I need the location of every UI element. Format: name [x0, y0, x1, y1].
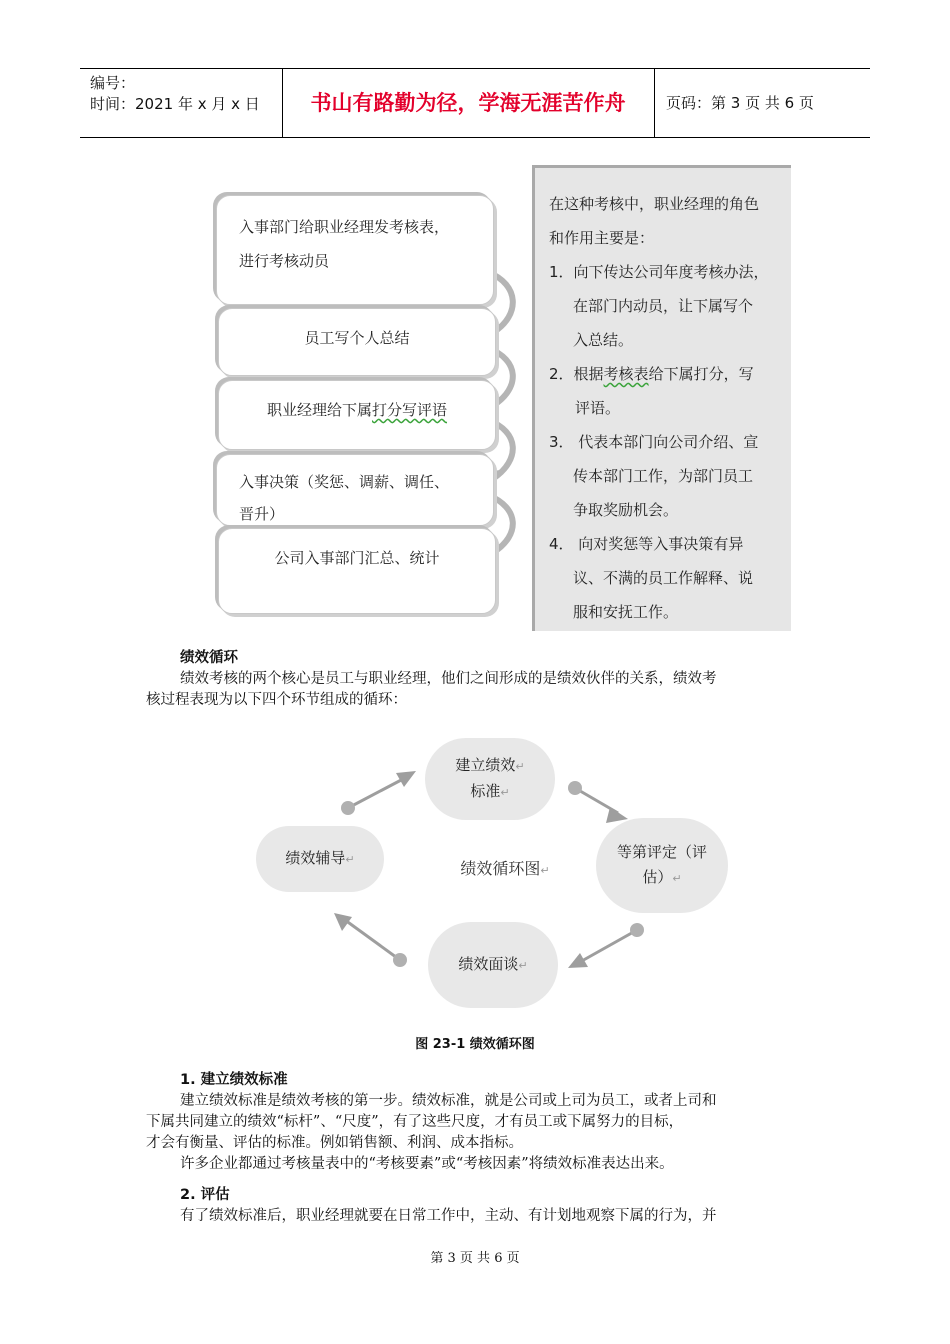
panel-item4-line3: 服和安抚工作。	[573, 603, 679, 621]
section-cycle-para-line2: 核过程表现为以下四个环节组成的循环：	[146, 692, 407, 708]
section-cycle-para-line1: 绩效考核的两个核心是员工与职业经理，他们之间形成的是绩效伙伴的关系，绩效考	[180, 671, 717, 687]
header-motto: 书山有路勤为径，学海无涯苦作舟	[310, 91, 626, 115]
flow-step-5	[218, 528, 496, 614]
panel-item3-line3: 争取奖励机会。	[573, 501, 679, 519]
section1-line4: 许多企业都通过考核量表中的“考核要素”或“考核因素”将绩效标准表达出来。	[180, 1156, 674, 1172]
cycle-node-coaching	[256, 826, 384, 892]
cycle-node-interview	[428, 922, 558, 1008]
panel-item2-line2: 评语。	[575, 399, 621, 417]
panel-item1-line1: 1．向下传达公司年度考核办法，	[549, 263, 769, 281]
section2-title: 2. 评估	[180, 1187, 230, 1203]
return-mark-icon: ↵	[518, 959, 528, 972]
cycle-node-rating	[596, 818, 728, 913]
panel-item3-line2: 传本部门工作，为部门员工	[573, 467, 754, 485]
panel-item2-underlined: 考核表	[603, 365, 649, 383]
header-date-label: 时间：2021 年 x 月 x 日	[90, 95, 260, 113]
cycle-node-standard-line1: 建立绩效	[455, 756, 516, 774]
header-page-info: 页码：第 3 页 共 6 页	[666, 94, 814, 112]
return-mark-icon: ↵	[515, 760, 525, 773]
cycle-arrow	[348, 778, 405, 808]
cycle-node-coaching-label: 绩效辅导	[285, 849, 346, 867]
panel-item4-line1: 4． 向对奖惩等入事决策有异	[549, 535, 744, 553]
flow-step-3-label	[219, 393, 495, 427]
cycle-center-label	[440, 856, 570, 879]
return-mark-icon: ↵	[500, 786, 510, 799]
panel-item2-line1	[549, 358, 783, 392]
flow-step-1-line2: 进行考核动员	[239, 252, 330, 270]
header-meta	[90, 73, 260, 115]
document-header	[80, 68, 870, 138]
page-footer: 第 3 页 共 6 页	[430, 1251, 520, 1266]
panel-item1-line2: 在部门内动员，让下属写个	[573, 297, 754, 315]
flow-step-4-line2: 晋升）	[239, 505, 285, 523]
cycle-arrow	[580, 930, 637, 962]
return-mark-icon: ↵	[540, 864, 550, 877]
return-mark-icon: ↵	[672, 872, 682, 885]
flow-step-4	[216, 454, 494, 526]
section2-line1: 有了绩效标准后，职业经理就要在日常工作中，主动、有计划地观察下属的行为，并	[180, 1208, 717, 1224]
panel-item2-pre: 2．根据	[549, 365, 604, 383]
panel-intro-line2: 和作用主要是：	[549, 229, 655, 247]
header-divider	[654, 69, 655, 137]
panel-item4-line2: 议、不满的员工作解释、说	[573, 569, 754, 587]
section1-line1: 建立绩效标准是绩效考核的第一步。绩效标准，就是公司或上司为员工，或者上司和	[180, 1093, 717, 1109]
section-cycle-title: 绩效循环	[180, 650, 238, 666]
cycle-arrow	[345, 920, 400, 960]
flow-step-5-label: 公司入事部门汇总、统计	[274, 549, 440, 567]
flow-step-4-line1: 入事决策（奖惩、调薪、调任、	[239, 473, 450, 491]
header-number-label: 编号：	[90, 74, 136, 92]
cycle-node-interview-label: 绩效面谈	[458, 955, 519, 973]
flow-step-2-label: 员工写个人总结	[304, 329, 410, 347]
return-mark-icon: ↵	[345, 853, 355, 866]
flow-step-2	[218, 308, 496, 376]
manager-role-panel	[532, 165, 791, 631]
section1-line2: 下属共同建立的绩效“标杆”、“尺度”，有了这些尺度，才有员工或下属努力的目标，	[146, 1114, 684, 1130]
figure-caption: 图 23-1 绩效循环图	[415, 1037, 535, 1052]
cycle-node-rating-line2: 估）	[642, 868, 673, 886]
panel-intro-line1: 在这种考核中，职业经理的角色	[549, 195, 760, 213]
section1-title: 1. 建立绩效标准	[180, 1072, 288, 1088]
cycle-node-rating-line1: 等第评定（评	[616, 843, 707, 861]
cycle-center-text: 绩效循环图	[460, 859, 541, 878]
cycle-node-standard	[425, 738, 555, 820]
panel-item1-line3: 入总结。	[573, 331, 634, 349]
section1-line3: 才会有衡量、评估的标准。例如销售额、利润、成本指标。	[146, 1135, 523, 1151]
flow-step-3-text: 职业经理给下属	[266, 401, 372, 419]
flow-step-1-line1: 入事部门给职业经理发考核表，	[239, 218, 450, 236]
panel-item3-line1: 3． 代表本部门向公司介绍、宣	[549, 433, 759, 451]
panel-item2-post: 给下属打分，写	[648, 365, 754, 383]
flow-step-3	[218, 380, 496, 450]
flow-step-1	[216, 195, 494, 305]
flow-step-3-underlined: 打分写评语	[372, 401, 448, 419]
cycle-node-standard-line2: 标准	[470, 782, 501, 800]
